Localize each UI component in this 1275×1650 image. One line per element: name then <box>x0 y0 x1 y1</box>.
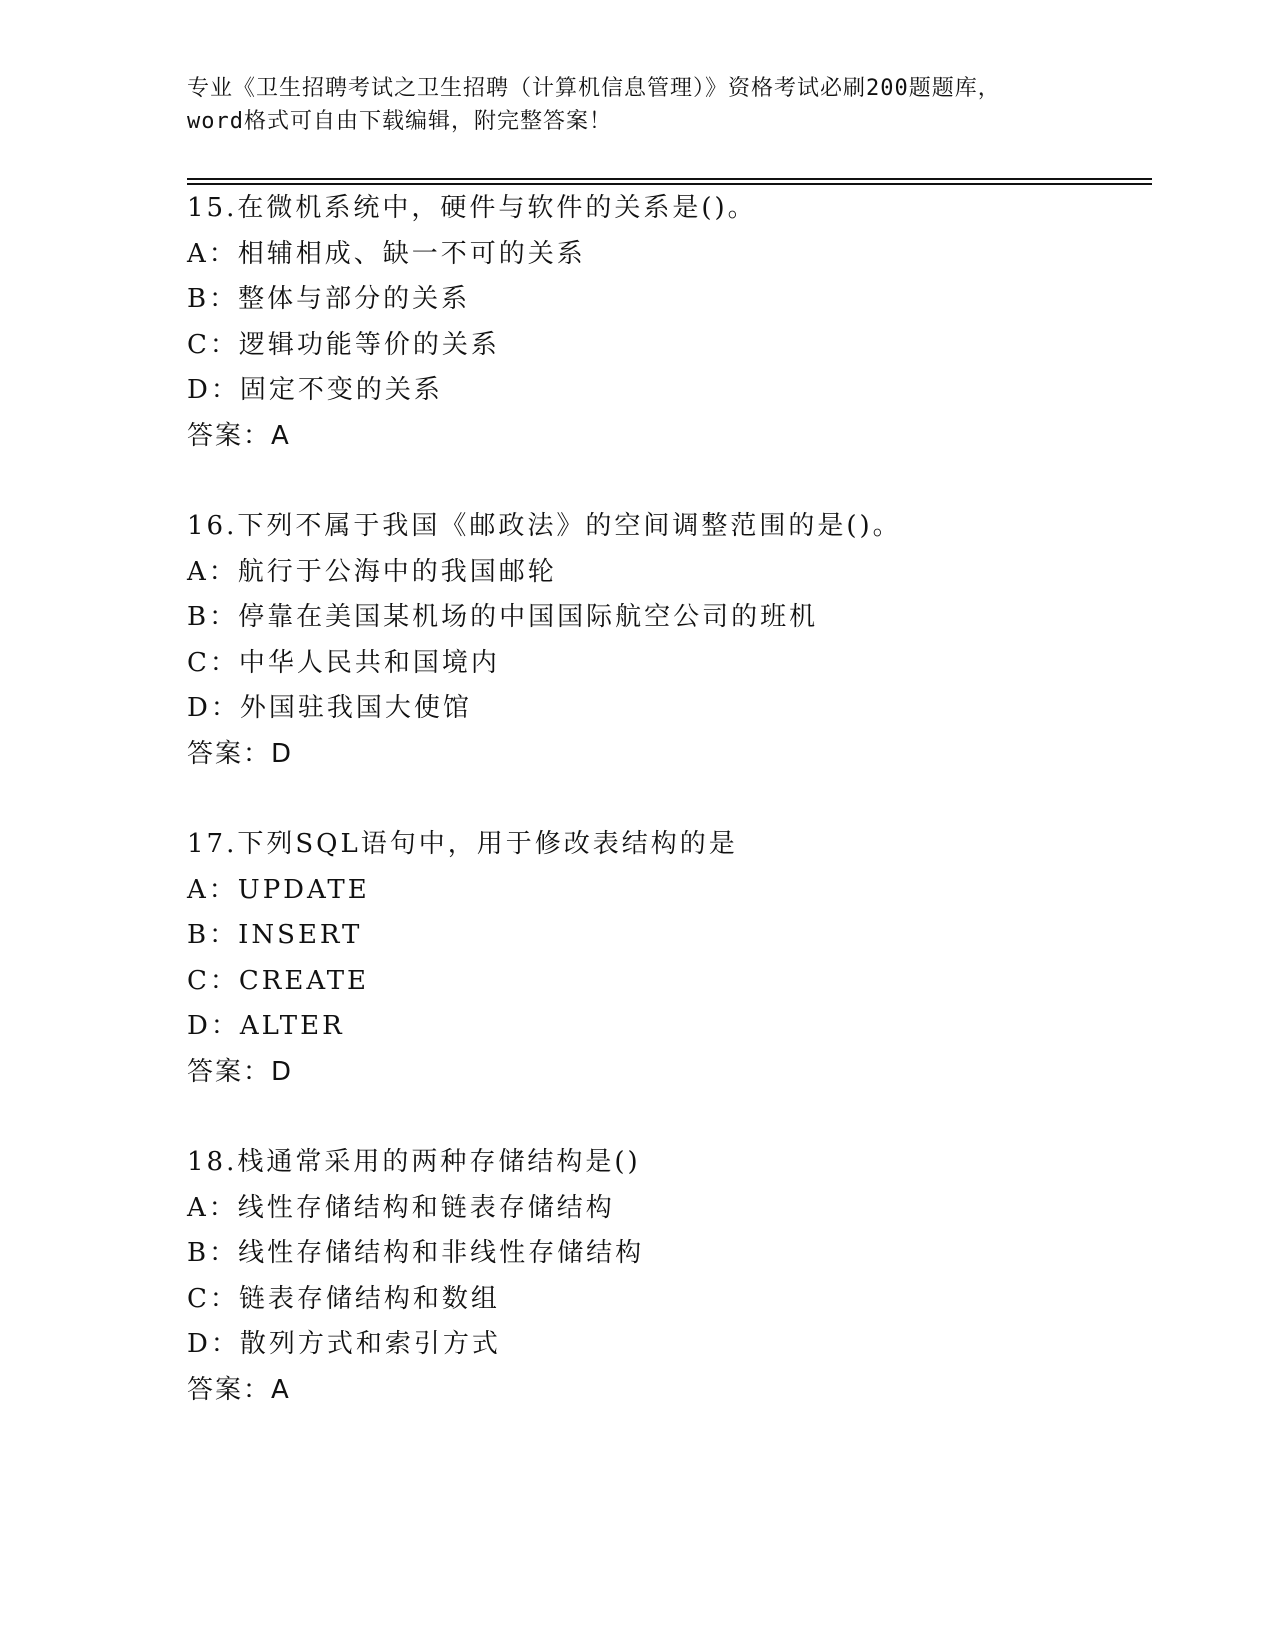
question-stem: 18.栈通常采用的两种存储结构是() <box>187 1147 641 1177</box>
option-b: B：INSERT <box>187 920 363 950</box>
question-stem: 16.下列不属于我国《邮政法》的空间调整范围的是()。 <box>187 511 902 541</box>
question-block <box>187 1140 1147 1413</box>
option-d: D：散列方式和索引方式 <box>187 1329 501 1359</box>
document-header <box>187 72 1087 138</box>
header-subtitle-line: word格式可自由下载编辑，附完整答案！ <box>187 109 612 134</box>
option-d: D：固定不变的关系 <box>187 375 443 405</box>
option-c: C：CREATE <box>187 965 370 996</box>
option-a: A：UPDATE <box>187 874 370 905</box>
answer-line: 答案：A <box>187 420 291 451</box>
option-b: B：停靠在美国某机场的中国国际航空公司的班机 <box>187 602 819 632</box>
option-b: B：线性存储结构和非线性存储结构 <box>187 1238 645 1268</box>
option-d: D：ALTER <box>187 1011 345 1041</box>
header-divider-bottom <box>187 183 1152 185</box>
question-stem: 17.下列SQL语句中，用于修改表结构的是 <box>187 829 738 859</box>
option-c: C：逻辑功能等价的关系 <box>187 329 500 360</box>
answer-line: 答案：D <box>187 738 294 769</box>
option-a: A：航行于公海中的我国邮轮 <box>187 556 557 587</box>
question-block <box>187 504 1147 777</box>
question-block <box>187 822 1147 1095</box>
option-a: A：相辅相成、缺一不可的关系 <box>187 238 586 269</box>
header-title-line: 专业《卫生招聘考试之卫生招聘（计算机信息管理）》资格考试必刷200题题库， <box>187 76 1001 101</box>
option-c: C：链表存储结构和数组 <box>187 1283 500 1314</box>
answer-line: 答案：D <box>187 1056 294 1087</box>
option-d: D：外国驻我国大使馆 <box>187 693 472 723</box>
option-c: C：中华人民共和国境内 <box>187 647 500 678</box>
question-block <box>187 186 1147 459</box>
option-a: A：线性存储结构和链表存储结构 <box>187 1192 615 1223</box>
option-b: B：整体与部分的关系 <box>187 284 471 314</box>
header-divider-top <box>187 178 1152 180</box>
answer-line: 答案：A <box>187 1374 291 1405</box>
question-stem: 15.在微机系统中，硬件与软件的关系是()。 <box>187 193 757 223</box>
